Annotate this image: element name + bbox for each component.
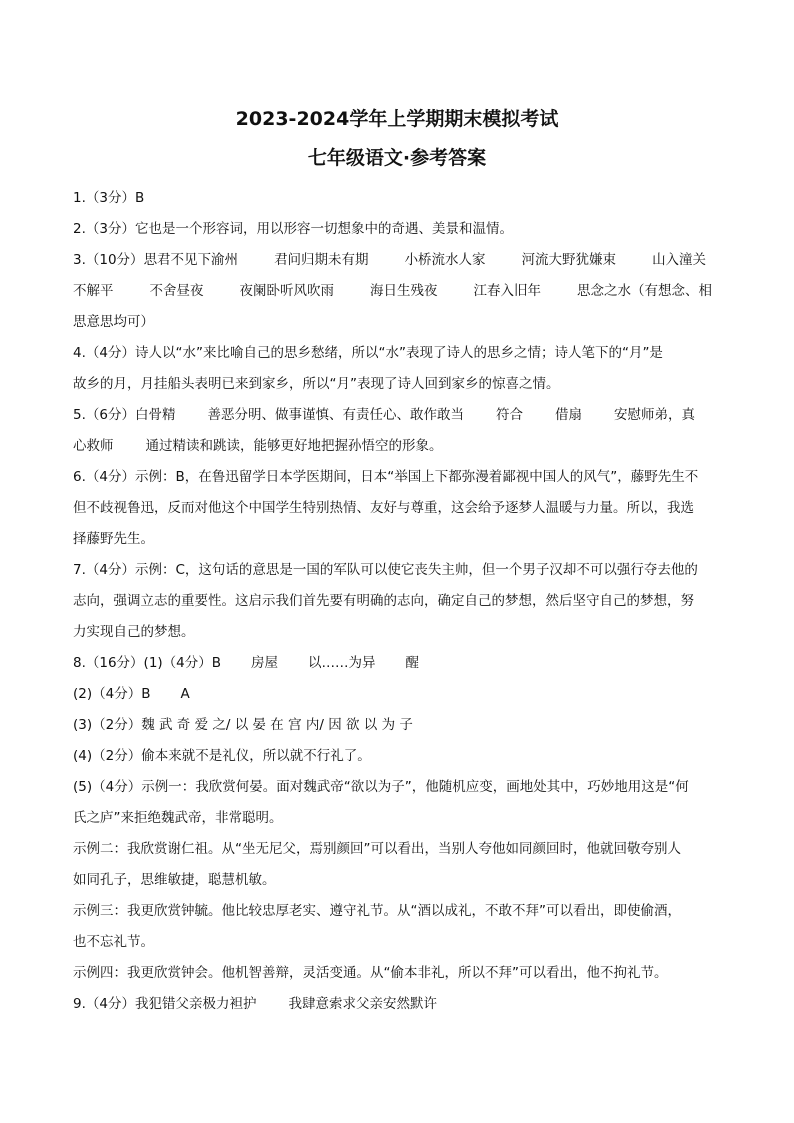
- q5-answer-4: 借扇: [554, 407, 582, 423]
- q3-answer-8: 夜阑卧听风吹雨: [239, 283, 334, 299]
- q3-answer-3: 小桥流水人家: [404, 252, 486, 268]
- q8-p1-answer-1: 房屋: [251, 655, 279, 671]
- q5-answer-3: 符合: [495, 407, 523, 423]
- page-subtitle: 七年级语文·参考答案: [307, 147, 487, 169]
- answer-q7-line3: 力实现自己的梦想。: [73, 624, 195, 640]
- answer-q7-line1: 7.（4分）示例：C，这句话的意思是一国的军队可以使它丧失主帅，但一个男子汉却不可以强行夺去他的: [73, 562, 698, 578]
- q3-prefix: 3.（10分）: [73, 252, 144, 268]
- q5-answer-2: 善恶分明、做事谨慎、有责任心、敢作敢当: [207, 407, 464, 423]
- answer-q5-line2: [73, 431, 725, 462]
- answer-q8-part2: [73, 679, 725, 710]
- answer-q8-example2-line1: 示例二：我欣赏谢仁祖。从“坐无尼父，焉别颜回”可以看出，当别人夸他如同颜回时，他就回敬夸别人: [73, 841, 681, 857]
- answer-q8-part5-line2: 氏之庐”来拒绝魏武帝，非常聪明。: [73, 810, 283, 826]
- q3-answer-6: 不解平: [73, 283, 114, 299]
- q8-p1-answer-3: 醒: [405, 655, 420, 671]
- answer-q6-line3: 择藤野先生。: [73, 531, 154, 547]
- q8-p2-prefix: (2)（4分）B: [73, 686, 151, 702]
- answer-q2: 2.（3分）它也是一个形容词，用以形容一切想象中的奇遇、美景和温情。: [73, 221, 513, 237]
- answer-q4-line1: 4.（4分）诗人以“水”来比喻自己的思乡愁绪，所以“水”表现了诗人的思乡之情；诗人笔下的“月”是: [73, 345, 663, 361]
- answer-q8-example2-line2: 如同孔子，思维敏捷，聪慧机敏。: [73, 872, 276, 888]
- q5-answer-5: 安慰师弟，真: [613, 407, 695, 423]
- q3-answer-10: 江春入旧年: [473, 283, 541, 299]
- q3-answer-7: 不舍昼夜: [149, 283, 204, 299]
- answer-q7-line2: 志向，强调立志的重要性。这启示我们首先要有明确的志向，确定自己的梦想，然后坚守自己的梦想，努: [73, 593, 694, 609]
- answer-q6-line1: 6.（4分）示例：B，在鲁迅留学日本学医期间，日本“举国上下都弥漫着鄙视中国人的风气”，藤野先生不: [73, 469, 699, 485]
- q5-prefix: 5.（6分）: [73, 407, 135, 423]
- answer-q8-example4: 示例四：我更欣赏钟会。他机智善辩，灵活变通。从“偷本非礼，所以不拜”可以看出，他不拘礼节。: [73, 965, 668, 981]
- q9-answer-1: 我犯错父亲极力袒护: [134, 996, 257, 1012]
- q3-answer-11: 思念之水（有想念、相: [577, 283, 712, 299]
- answer-q4-line2: 故乡的月，月挂船头表明已来到家乡，所以“月”表现了诗人回到家乡的惊喜之情。: [73, 376, 560, 392]
- answer-q8-part4: (4)（2分）偷本来就不是礼仪，所以就不行礼了。: [73, 748, 371, 764]
- answer-q5-line1: [73, 400, 725, 431]
- answer-q9: [73, 989, 725, 1020]
- answer-q8-example3-line1: 示例三：我更欣赏钟毓。他比较忠厚老实、遵守礼节。从“酒以成礼，不敢不拜”可以看出，即使偷酒，: [73, 903, 681, 919]
- page-title: 2023-2024学年上学期期末模拟考试: [235, 108, 559, 130]
- answer-q3-line1: [73, 245, 725, 276]
- q9-prefix: 9.（4分）: [73, 996, 135, 1012]
- answer-q8-part5-line1: (5)（4分）示例一：我欣赏何晏。面对魏武帝“欲以为子”，他随机应变，画地处其中，巧妙地用这是“何: [73, 779, 689, 795]
- answer-q6-line2: 但不歧视鲁迅，反而对他这个中国学生特别热情、友好与尊重，这会给予逐梦人温暖与力量。所以，我选: [73, 500, 694, 516]
- q3-answer-1: 思君不见下渝州: [143, 252, 239, 268]
- q9-answer-2: 我肆意索求父亲安然默许: [288, 996, 437, 1012]
- q8-prefix: 8.（16分）(1)（4分）B: [73, 655, 222, 671]
- q5-answer-6: 心救师: [73, 438, 114, 454]
- q3-answer-4: 河流大野犹嫌束: [521, 252, 617, 268]
- q3-answer-9: 海日生残夜: [370, 283, 438, 299]
- answer-q3-line3: 思意思均可）: [73, 314, 154, 330]
- answer-q8-part1: [73, 648, 725, 679]
- answer-q8-example3-line2: 也不忘礼节。: [73, 934, 154, 950]
- answer-q8-part3: (3)（2分）魏 武 奇 爱 之/ 以 晏 在 宫 内/ 因 欲 以 为 子: [73, 717, 413, 733]
- answer-body: [73, 183, 725, 1020]
- q5-answer-1: 白骨精: [134, 407, 176, 423]
- q5-answer-7: 通过精读和跳读，能够更好地把握孙悟空的形象。: [145, 438, 443, 454]
- answer-q3-line2: [73, 276, 725, 307]
- q3-answer-5: 山入潼关: [652, 252, 707, 268]
- answer-q1: 1.（3分）B: [73, 190, 145, 206]
- q8-p2-answer-b: A: [180, 686, 190, 702]
- q3-answer-2: 君问归期未有期: [274, 252, 369, 268]
- q8-p1-answer-2: 以……为异: [308, 655, 376, 671]
